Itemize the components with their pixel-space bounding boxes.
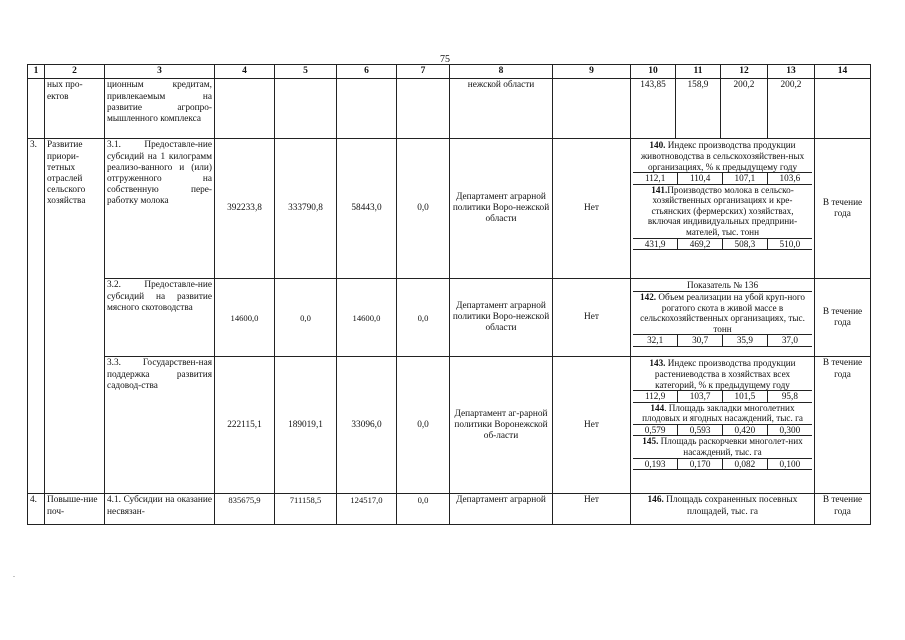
indicator-number: 142. bbox=[640, 291, 657, 302]
indicator-value: 0,420 bbox=[723, 424, 768, 436]
header-cell: 5 bbox=[275, 65, 337, 79]
table-row bbox=[28, 139, 871, 279]
budget-total: 835675,9 bbox=[215, 494, 275, 525]
indicator-value: 469,2 bbox=[678, 238, 723, 250]
indicator-number: 145. bbox=[642, 436, 659, 447]
budget-regional: 58443,0 bbox=[337, 139, 397, 279]
budget-local bbox=[397, 79, 450, 139]
indicator-text: Площадь раскорчевки многолет-них насаждений, тыс. га bbox=[660, 436, 803, 458]
indicator-value: 0,593 bbox=[678, 424, 723, 436]
indicator-value: 112,9 bbox=[633, 391, 678, 403]
flag: Нет bbox=[553, 494, 631, 525]
indicator-value: 103,6 bbox=[767, 173, 812, 185]
indicator-value: 107,1 bbox=[723, 173, 768, 185]
indicator-value: 200,2 bbox=[721, 79, 768, 139]
indicator-value: 103,7 bbox=[678, 391, 723, 403]
indicator-group-title: Показатель № 136 bbox=[633, 280, 812, 291]
indicator-value: 101,5 bbox=[723, 391, 768, 403]
department: Департамент аг-рарной политики Воронежской об-ласти bbox=[450, 357, 553, 494]
indicator-title bbox=[633, 436, 812, 458]
budget-local: 0,0 bbox=[397, 357, 450, 494]
indicator-title bbox=[633, 184, 812, 238]
indicator-text: Индекс производства продукции животноводства в сельскохозяйствен-ных организациях, % к предыдущему году bbox=[640, 140, 805, 172]
header-cell: 1 bbox=[28, 65, 45, 79]
page-number: 75 bbox=[440, 54, 450, 65]
measure-description: 4.1. Субсидии на оказание несвязан- bbox=[105, 494, 215, 525]
department: Департамент аграрной политики Воро-нежской области bbox=[450, 279, 553, 357]
measure-description: ционным кредитам, привлекаемым на развитие агропро-мышленного комплекса bbox=[105, 79, 215, 139]
indicator-value: 37,0 bbox=[767, 335, 812, 347]
budget-local: 0,0 bbox=[397, 279, 450, 357]
subprogram-name: ных про-ектов bbox=[45, 79, 105, 139]
program-table bbox=[27, 64, 871, 525]
flag: Нет bbox=[553, 139, 631, 279]
deadline: В течение года bbox=[815, 357, 871, 494]
indicator-number: 143. bbox=[649, 358, 666, 369]
measure-description: 3.1. Предоставле-ние субсидий на 1 килограмм реализо-ванного и (или) отгруженного на собственную пере-работку молока bbox=[105, 139, 215, 279]
indicator-number: 144 bbox=[650, 402, 665, 413]
indicator-block bbox=[631, 279, 815, 357]
subprogram-name: Развитие приори-тетных отраслей сельского хозяйства bbox=[45, 139, 105, 494]
budget-federal bbox=[275, 79, 337, 139]
header-cell: 9 bbox=[553, 65, 631, 79]
indicator-text: Производство молока в сельско-хозяйственных организациях и кре-стьянских (фермерских) хозяйствах, включая индивидуальных предприни-мателей, тыс. тонн bbox=[647, 184, 798, 238]
budget-regional: 33096,0 bbox=[337, 357, 397, 494]
budget-total: 14600,0 bbox=[215, 279, 275, 357]
indicator-value: 32,1 bbox=[633, 335, 678, 347]
indicator-table bbox=[633, 280, 812, 346]
indicator-value: 158,9 bbox=[676, 79, 721, 139]
header-cell: 2 bbox=[45, 65, 105, 79]
row-number bbox=[28, 79, 45, 139]
indicator-value: 200,2 bbox=[768, 79, 815, 139]
header-cell: 6 bbox=[337, 65, 397, 79]
indicator-value: 0,300 bbox=[767, 424, 812, 436]
budget-local: 0,0 bbox=[397, 139, 450, 279]
deadline: В течение года bbox=[815, 139, 871, 279]
budget-regional: 14600,0 bbox=[337, 279, 397, 357]
indicator-number: 140. bbox=[649, 140, 666, 151]
indicator-value: 95,8 bbox=[767, 391, 812, 403]
budget-federal: 189019,1 bbox=[275, 357, 337, 494]
deadline: В течение года bbox=[815, 279, 871, 357]
table-row bbox=[28, 494, 871, 525]
indicator-title bbox=[633, 402, 812, 424]
indicator-value: 112,1 bbox=[633, 173, 678, 185]
header-cell: 14 bbox=[815, 65, 871, 79]
indicator-title bbox=[633, 291, 812, 334]
header-cell: 13 bbox=[768, 65, 815, 79]
scan-mark: . bbox=[13, 570, 15, 579]
indicator-value: 0,170 bbox=[678, 458, 723, 470]
row-number: 4. bbox=[28, 494, 45, 525]
deadline: В течение года bbox=[815, 494, 871, 525]
flag: Нет bbox=[553, 357, 631, 494]
table-row bbox=[28, 279, 871, 357]
department: Департамент аграрной bbox=[450, 494, 553, 525]
department: нежской области bbox=[450, 79, 553, 139]
budget-total: 222115,1 bbox=[215, 357, 275, 494]
header-cell: 3 bbox=[105, 65, 215, 79]
header-cell: 7 bbox=[397, 65, 450, 79]
table-row bbox=[28, 79, 871, 139]
indicator-block bbox=[631, 139, 815, 279]
measure-description: 3.3. Государствен-ная поддержка развития садовод-ства bbox=[105, 357, 215, 494]
indicator-value: 510,0 bbox=[767, 238, 812, 250]
flag bbox=[553, 79, 631, 139]
budget-local: 0,0 bbox=[397, 494, 450, 525]
header-cell: 10 bbox=[631, 65, 676, 79]
row-number: 3. bbox=[28, 139, 45, 494]
measure-description: 3.2. Предоставле-ние субсидий на развитие мясного скотоводства bbox=[105, 279, 215, 357]
indicator-title bbox=[631, 494, 815, 525]
indicator-value: 0,579 bbox=[633, 424, 678, 436]
indicator-value: 508,3 bbox=[723, 238, 768, 250]
indicator-value: 110,4 bbox=[678, 173, 723, 185]
indicator-title bbox=[633, 358, 812, 390]
budget-federal: 711158,5 bbox=[275, 494, 337, 525]
indicator-block bbox=[631, 357, 815, 494]
header-row bbox=[28, 65, 871, 79]
indicator-text: Индекс производства продукции растениеводства в хозяйствах всех категорий, % к предыдущему году bbox=[654, 358, 796, 390]
indicator-text: . Площадь закладки многолетних плодовых и ягодных насаждений, тыс. га bbox=[642, 402, 803, 424]
indicator-title bbox=[633, 140, 812, 172]
indicator-value: 143,85 bbox=[631, 79, 676, 139]
indicator-text: Площадь сохраненных посевных площадей, тыс. га bbox=[666, 495, 798, 517]
budget-total: 392233,8 bbox=[215, 139, 275, 279]
budget-regional: 124517,0 bbox=[337, 494, 397, 525]
budget-federal: 333790,8 bbox=[275, 139, 337, 279]
indicator-value: 35,9 bbox=[723, 335, 768, 347]
indicator-value: 30,7 bbox=[678, 335, 723, 347]
indicator-table bbox=[633, 358, 812, 470]
indicator-value: 431,9 bbox=[633, 238, 678, 250]
deadline bbox=[815, 79, 871, 139]
indicator-value: 0,193 bbox=[633, 458, 678, 470]
table-row bbox=[28, 357, 871, 494]
header-cell: 8 bbox=[450, 65, 553, 79]
indicator-text: Объем реализации на убой круп-ного рогатого скота в живой массе в сельскохозяйственных организациях, тыс. тонн bbox=[640, 291, 805, 334]
indicator-table bbox=[633, 140, 812, 250]
budget-regional bbox=[337, 79, 397, 139]
header-cell: 12 bbox=[721, 65, 768, 79]
header-cell: 11 bbox=[676, 65, 721, 79]
indicator-number: 146. bbox=[647, 495, 664, 506]
budget-federal: 0,0 bbox=[275, 279, 337, 357]
subprogram-name: Повыше-ние поч- bbox=[45, 494, 105, 525]
indicator-value: 0,082 bbox=[723, 458, 768, 470]
department: Департамент аграрной политики Воро-нежской области bbox=[450, 139, 553, 279]
header-cell: 4 bbox=[215, 65, 275, 79]
indicator-number: 141. bbox=[651, 184, 668, 195]
flag: Нет bbox=[553, 279, 631, 357]
budget-total bbox=[215, 79, 275, 139]
indicator-value: 0,100 bbox=[767, 458, 812, 470]
